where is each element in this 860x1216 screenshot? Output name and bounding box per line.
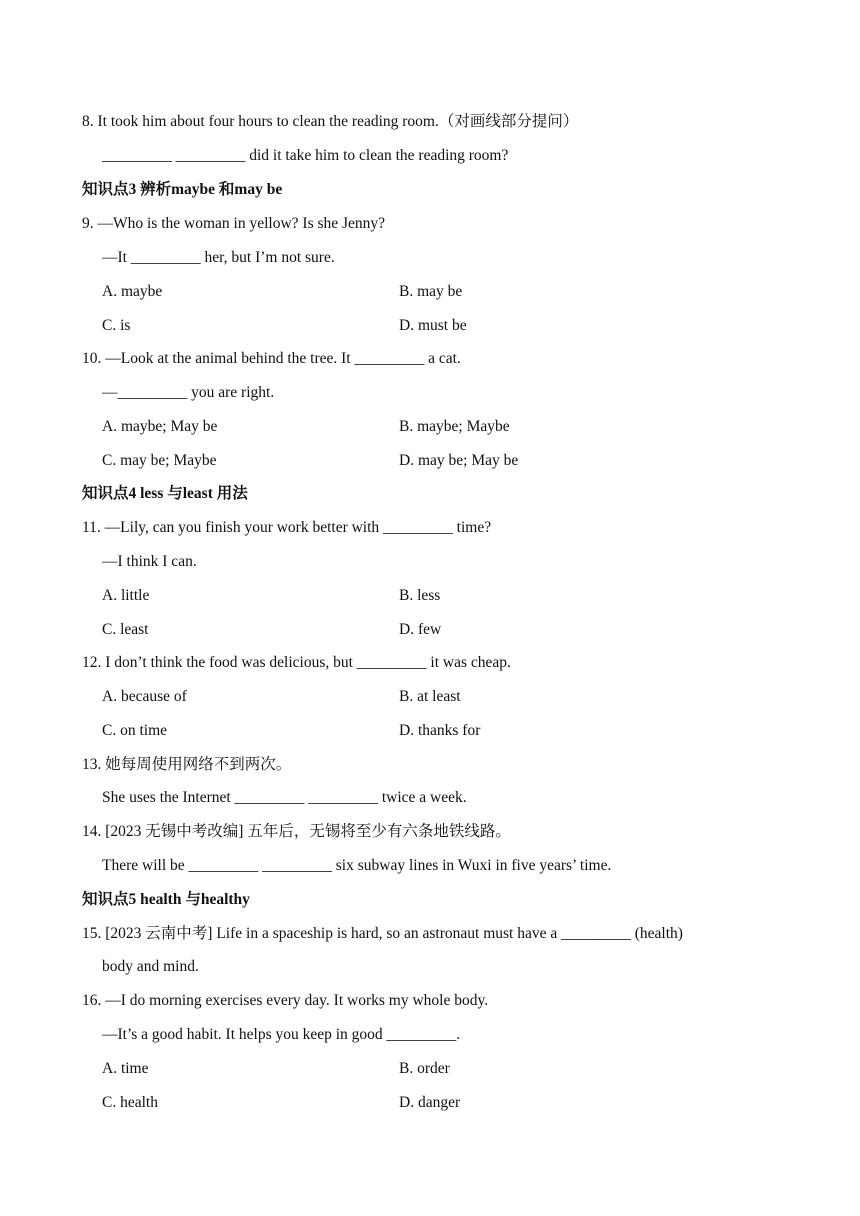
q12-option-d: D. thanks for	[399, 722, 481, 739]
question-14-line2: There will be _________ _________ six subway lines in Wuxi in five years’ time.	[102, 857, 612, 874]
q11-option-a: A. little	[102, 587, 150, 604]
q9-option-c: C. is	[102, 317, 131, 334]
q11-option-d: D. few	[399, 621, 442, 638]
question-8-answer-line: _________ _________ did it take him to clean the reading room?	[102, 147, 509, 164]
question-9: 9. —Who is the woman in yellow? Is she Jenny?	[82, 215, 386, 232]
q10-option-a: A. maybe; May be	[102, 418, 218, 435]
q10-option-b: B. maybe; Maybe	[399, 418, 510, 435]
section-heading-3: 知识点3 辨析maybe 和may be	[82, 181, 283, 198]
q9-option-d: D. must be	[399, 317, 467, 334]
question-11: 11. —Lily, can you finish your work better with _________ time?	[82, 519, 492, 536]
q16-option-a: A. time	[102, 1060, 149, 1077]
question-16-line2: —It’s a good habit. It helps you keep in good _________.	[102, 1026, 461, 1043]
q10-option-d: D. may be; May be	[399, 452, 519, 469]
q11-option-b: B. less	[399, 587, 441, 604]
question-12: 12. I don’t think the food was delicious, but _________ it was cheap.	[82, 654, 511, 671]
question-13-line2: She uses the Internet _________ _________ twice a week.	[102, 789, 467, 806]
q9-option-a: A. maybe	[102, 283, 163, 300]
q16-option-d: D. danger	[399, 1094, 461, 1111]
question-15: 15. [2023 云南中考] Life in a spaceship is hard, so an astronaut must have a _________ (health)	[82, 925, 683, 942]
question-13: 13. 她每周使用网络不到两次。	[82, 756, 292, 773]
question-9-line2: —It _________ her, but I’m not sure.	[102, 249, 335, 266]
q9-option-b: B. may be	[399, 283, 463, 300]
question-10: 10. —Look at the animal behind the tree. It _________ a cat.	[82, 350, 461, 367]
question-8: 8. It took him about four hours to clean the reading room.（对画线部分提问）	[82, 113, 579, 130]
q12-option-c: C. on time	[102, 722, 168, 739]
question-10-line2: —_________ you are right.	[102, 384, 275, 401]
section-heading-5: 知识点5 health 与healthy	[82, 891, 250, 908]
question-11-line2: —I think I can.	[102, 553, 197, 570]
q16-option-b: B. order	[399, 1060, 450, 1077]
q12-option-b: B. at least	[399, 688, 461, 705]
question-16: 16. —I do morning exercises every day. It works my whole body.	[82, 992, 489, 1009]
q16-option-c: C. health	[102, 1094, 158, 1111]
q12-option-a: A. because of	[102, 688, 187, 705]
section-heading-4: 知识点4 less 与least 用法	[82, 485, 248, 502]
q11-option-c: C. least	[102, 621, 149, 638]
question-14: 14. [2023 无锡中考改编] 五年后，无锡将至少有六条地铁线路。	[82, 823, 511, 840]
q10-option-c: C. may be; Maybe	[102, 452, 217, 469]
question-15-line2: body and mind.	[102, 958, 199, 975]
